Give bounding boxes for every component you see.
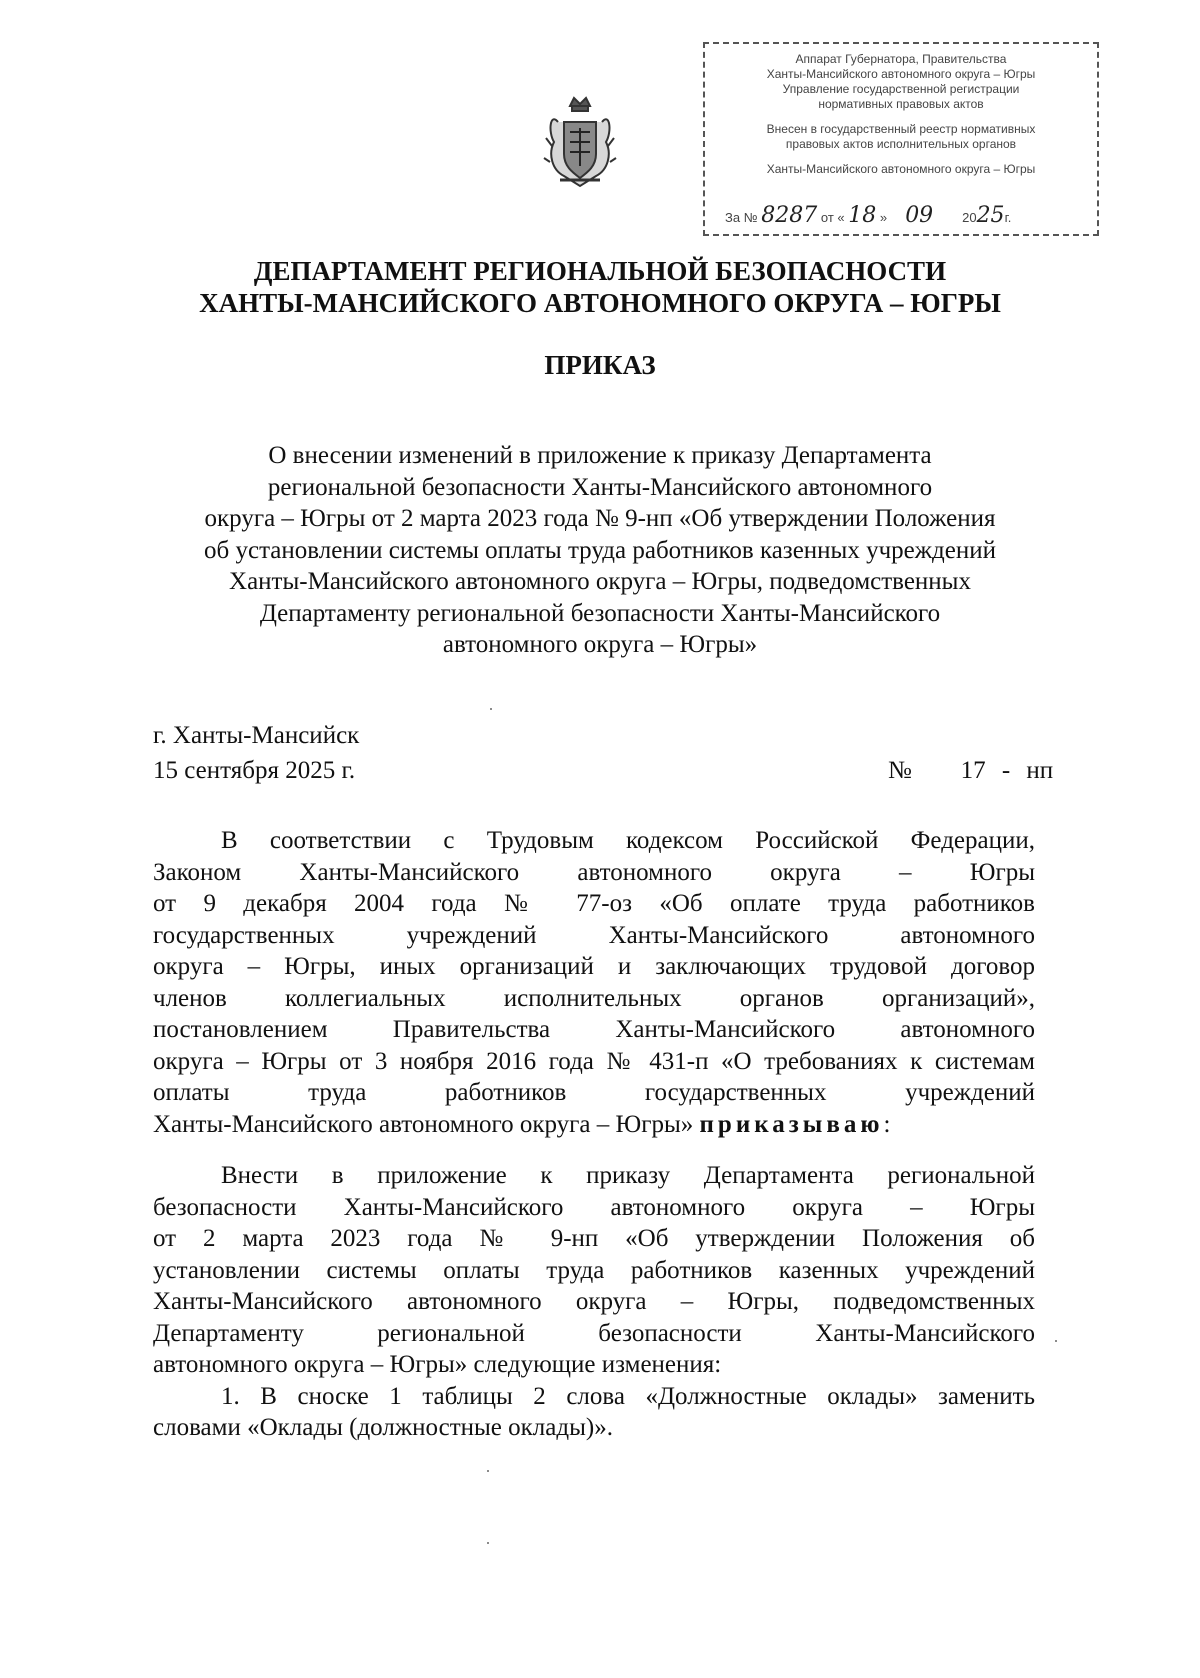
paragraph-line: округа – Югры, иных организаций и заключающих трудовой договор — [153, 953, 1035, 980]
scan-speck — [1055, 1340, 1057, 1342]
paragraph-line: В соответствии с Трудовым кодексом Российской Федерации, — [221, 827, 1035, 854]
subject-line: Департаменту региональной безопасности Ханты-Мансийского — [259, 599, 941, 627]
place-of-issue: г. Ханты-Мансийск — [153, 722, 360, 749]
stamp-line: Ханты-Мансийского автономного округа – Югры — [766, 162, 1036, 176]
order-subject — [145, 440, 1055, 661]
subject-line: округа – Югры от 2 марта 2023 года № 9-нп «Об утверждении Положения — [204, 505, 996, 532]
stamp-line: правовых актов исполнительных органов — [785, 137, 1017, 151]
paragraph-line: безопасности Ханты-Мансийского автономного округа – Югры — [153, 1193, 1035, 1221]
order-number: № 17 - нп — [888, 757, 1054, 784]
registration-stamp — [703, 42, 1099, 236]
paragraph-last-text: Ханты-Мансийского автономного округа – Югры» — [153, 1110, 694, 1138]
paragraph-line: Законом Ханты-Мансийского автономного округа – Югры — [153, 858, 1035, 886]
subject-line: региональной безопасности Ханты-Мансийского автономного — [267, 473, 933, 501]
paragraph-line: от 9 декабря 2004 года № 77-оз «Об оплате труда работников — [153, 890, 1035, 917]
paragraph-line: словами «Оклады (должностные оклады)». — [153, 1414, 613, 1441]
scan-speck — [487, 1470, 489, 1472]
subject-line: О внесении изменений в приложение к приказу Департамента — [268, 442, 932, 469]
paragraph-line: членов коллегиальных исполнительных органов организаций», — [153, 984, 1035, 1012]
stamp-reg-month: 09 — [905, 203, 934, 228]
scan-speck — [487, 1542, 489, 1544]
paragraph-line: от 2 марта 2023 года № 9-нп «Об утверждении Положения об — [153, 1225, 1035, 1252]
stamp-reg-year-suffix: г. — [1004, 210, 1012, 225]
order-word: приказываю — [699, 1110, 884, 1138]
stamp-line: Ханты-Мансийского автономного округа – Югры — [766, 67, 1036, 81]
order-body-paragraph — [153, 1160, 1035, 1444]
paragraph-line: оплаты труда работников государственных учреждений — [153, 1079, 1035, 1106]
stamp-registration-number — [725, 203, 1012, 228]
document-type: ПРИКАЗ — [544, 350, 656, 380]
stamp-reg-year-prefix: 20 — [962, 210, 977, 225]
paragraph-line: автономного округа – Югры» следующие изменения: — [153, 1351, 722, 1378]
stamp-line: Внесен в государственный реестр нормативных — [766, 122, 1036, 136]
subject-line: Ханты-Мансийского автономного округа – Югры, подведомственных — [229, 568, 971, 595]
coat-of-arms-emblem — [540, 92, 620, 192]
paragraph-line: округа – Югры от 3 ноября 2016 года № 431-п «О требованиях к системам — [153, 1047, 1035, 1075]
preamble-paragraph — [153, 825, 1035, 1140]
stamp-line: Аппарат Губернатора, Правительства — [795, 52, 1007, 66]
paragraph-line: постановлением Правительства Ханты-Мансийского автономного — [153, 1016, 1035, 1043]
department-title-line-2: ХАНТЫ-МАНСИЙСКОГО АВТОНОМНОГО ОКРУГА – ЮГРЫ — [199, 288, 1001, 318]
paragraph-line: 1. В сноске 1 таблицы 2 слова «Должностные оклады» заменить — [221, 1382, 1035, 1410]
stamp-reg-number: 8287 — [761, 203, 818, 228]
stamp-reg-year: 25 — [976, 203, 1005, 228]
subject-line: автономного округа – Югры» — [442, 631, 758, 658]
paragraph-line: установлении системы оплаты труда работников казенных учреждений — [153, 1256, 1035, 1284]
stamp-reg-day: 18 — [848, 203, 877, 228]
paragraph-line: Ханты-Мансийского автономного округа – Югры, подведомственных — [153, 1288, 1035, 1315]
paragraph-line: государственных учреждений Ханты-Мансийского автономного — [153, 921, 1035, 949]
stamp-line: нормативных правовых актов — [818, 97, 984, 111]
stamp-reg-day-close: » — [879, 210, 888, 225]
paragraph-line — [153, 1109, 1035, 1141]
paragraph-line: Департаменту региональной безопасности Ханты-Мансийского — [153, 1319, 1035, 1347]
scan-speck — [490, 708, 492, 710]
order-colon: : — [883, 1110, 891, 1138]
stamp-reg-prefix: За № — [725, 210, 758, 225]
paragraph-line: Внести в приложение к приказу Департамента региональной — [221, 1162, 1035, 1189]
stamp-line: Управление государственной регистрации — [782, 82, 1020, 96]
department-title-line-1: ДЕПАРТАМЕНТ РЕГИОНАЛЬНОЙ БЕЗОПАСНОСТИ — [253, 256, 947, 286]
issue-date: 15 сентября 2025 г. — [153, 757, 356, 784]
subject-line: об установлении системы оплаты труда работников казенных учреждений — [204, 536, 996, 564]
stamp-reg-from: от « — [820, 210, 845, 225]
